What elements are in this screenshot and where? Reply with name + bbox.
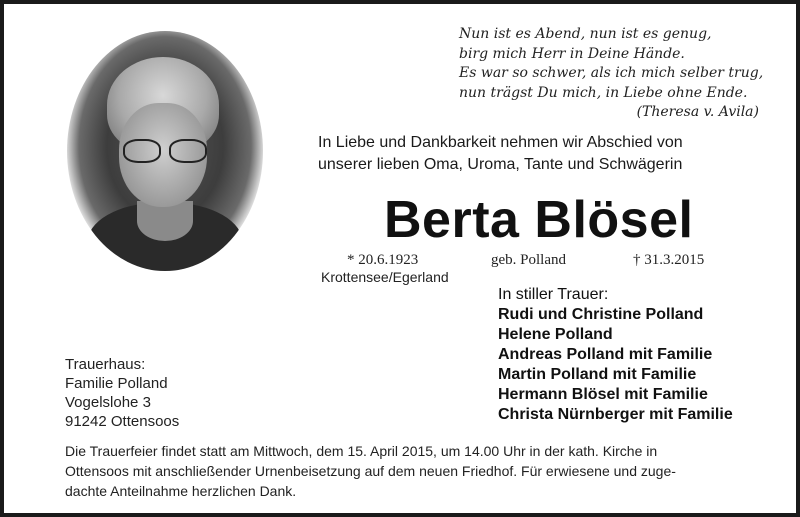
mourner-name: Andreas Polland mit Familie: [498, 346, 713, 363]
mourners-heading: In stiller Trauer:: [498, 286, 609, 303]
portrait-photo: [67, 31, 263, 271]
poem-line: nun trägst Du mich, in Liebe ohne Ende.: [459, 84, 748, 101]
birth-date: * 20.6.1923: [347, 252, 419, 268]
footer-line: Die Trauerfeier findet statt am Mittwoch, dem 15. April 2015, um 14.00 Uhr in der kath. Kirche in: [65, 443, 658, 459]
footer-line: Ottensoos mit anschließender Urnenbeisetzung auf dem neuen Friedhof. Für erwiesene und zuge-: [65, 463, 676, 479]
mourning-house-address: [65, 355, 179, 431]
poem-line: Nun ist es Abend, nun ist es genug,: [459, 26, 712, 42]
poem-author: (Theresa v. Avila): [636, 104, 759, 120]
mourner-name: Rudi und Christine Polland: [498, 306, 704, 323]
poem: [459, 25, 763, 123]
maiden-name: geb. Polland: [491, 252, 566, 268]
mourner-name: Helene Polland: [498, 326, 613, 343]
mourners-list: [498, 285, 733, 425]
mourner-name: Hermann Blösel mit Familie: [498, 386, 708, 403]
death-date: † 31.3.2015: [633, 252, 705, 268]
intro-line: unserer lieben Oma, Uroma, Tante und Schwägerin: [318, 156, 683, 173]
intro-text: [318, 132, 683, 176]
address-line: 91242 Ottensoos: [65, 413, 180, 430]
intro-line: In Liebe und Dankbarkeit nehmen wir Abschied von: [318, 134, 683, 151]
mourner-name: Martin Polland mit Familie: [498, 366, 697, 383]
poem-line: Es war so schwer, als ich mich selber trug,: [459, 65, 764, 81]
birthplace: Krottensee/Egerland: [321, 269, 449, 285]
address-line: Trauerhaus:: [65, 356, 146, 373]
address-line: Vogelslohe 3: [65, 394, 151, 411]
poem-line: birg mich Herr in Deine Hände.: [459, 45, 685, 62]
mourner-name: Christa Nürnberger mit Familie: [498, 406, 733, 423]
footer-line: dachte Anteilnahme herzlichen Dank.: [65, 483, 297, 499]
funeral-details: [65, 441, 755, 501]
address-line: Familie Polland: [65, 375, 168, 392]
deceased-name: Berta Blösel: [384, 191, 694, 249]
